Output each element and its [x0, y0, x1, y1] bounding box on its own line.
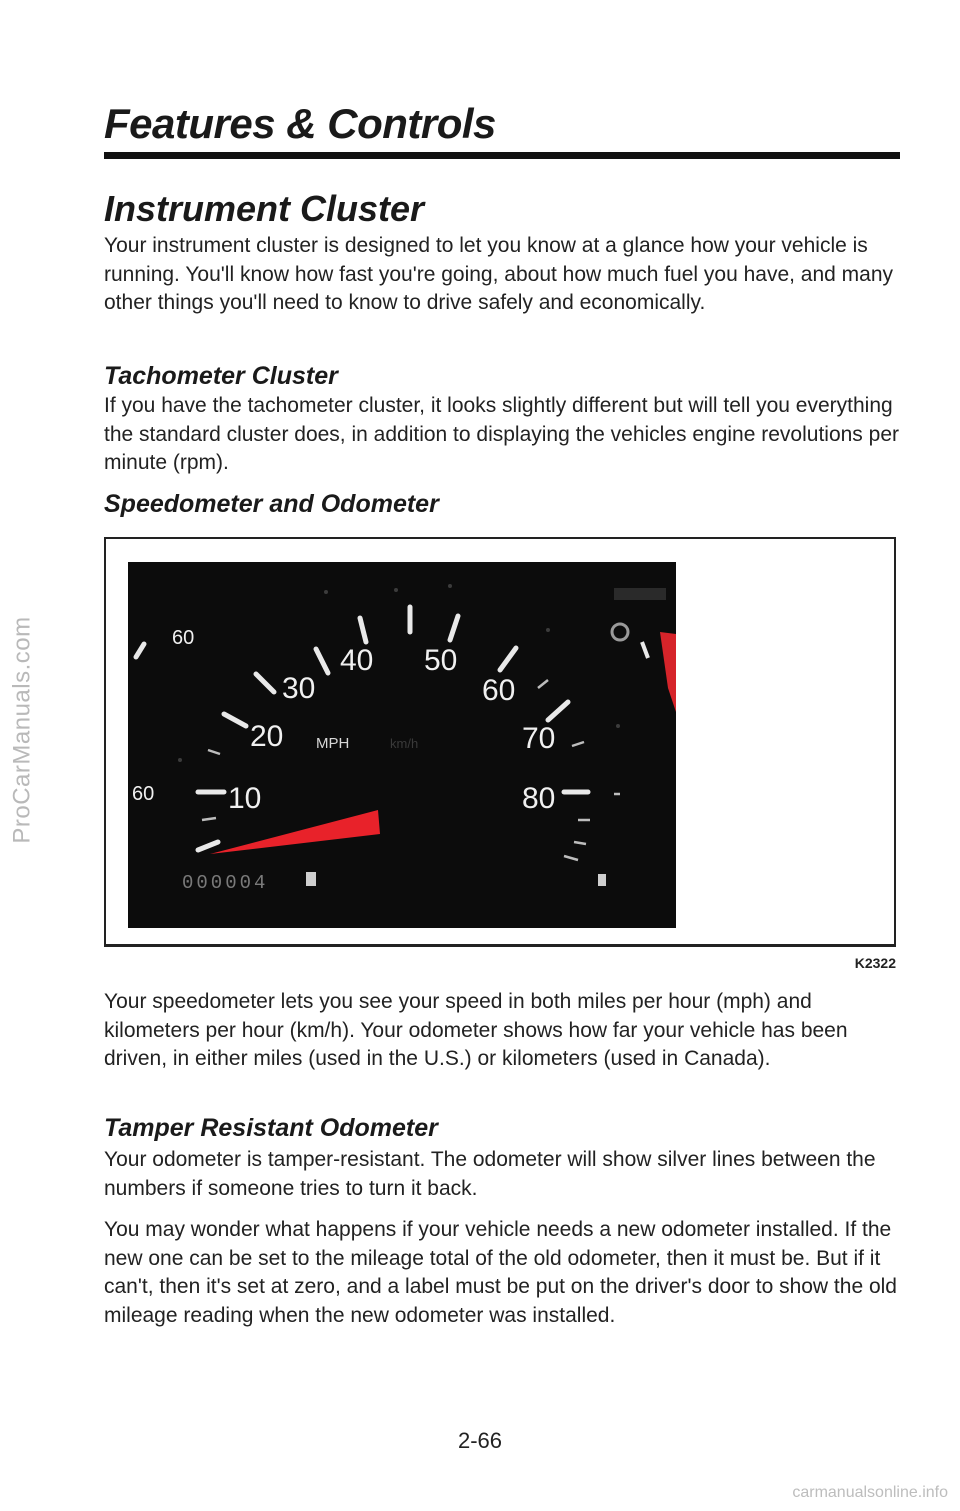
mph-label-70: 70	[522, 722, 556, 755]
odometer-readout: 000004	[182, 872, 269, 894]
mph-label-30: 30	[282, 672, 316, 705]
mph-label-80: 80	[522, 782, 556, 815]
kmh-mark	[448, 584, 452, 588]
kmh-mark	[546, 628, 550, 632]
unit-label-kmh: km/h	[390, 736, 419, 751]
watermark-text: ProCarManuals.com	[9, 616, 36, 844]
tamper-paragraph-1: Your odometer is tamper-resistant. The odometer will show silver lines between the numbers if someone tries to turn it back.	[104, 1148, 876, 1200]
kmh-mark	[616, 724, 620, 728]
watermark	[6, 540, 40, 920]
tamper-paragraph-2: You may wonder what happens if your vehicle needs a new odometer installed. If the new one can be set to the mileage total of the old odometer, then it must be. But if it can't, then it's set at zero, and a label must be put on the driver's door to show the old mileage reading when the new odometer was installed.	[104, 1218, 897, 1327]
unit-label-mph: MPH	[316, 735, 350, 752]
partial-label-left: 60	[172, 627, 195, 649]
page-header-title: Features & Controls	[104, 100, 496, 147]
mph-label-10: 10	[228, 782, 262, 815]
section-title: Instrument Cluster	[104, 188, 425, 229]
mph-label-20: 20	[250, 720, 284, 753]
mph-label-60: 60	[482, 674, 516, 707]
tamper-heading: Tamper Resistant Odometer	[104, 1114, 438, 1142]
kmh-mark	[324, 590, 328, 594]
kmh-mark	[394, 588, 398, 592]
header-rule	[104, 152, 900, 159]
speedometer-heading: Speedometer and Odometer	[104, 490, 439, 518]
page-number: 2-66	[457, 1428, 503, 1453]
footer-url: carmanualsonline.info	[792, 1484, 948, 1501]
mph-label-50: 50	[424, 644, 458, 677]
kmh-mark	[178, 758, 182, 762]
indicator-lamp	[598, 874, 606, 886]
speedometer-figure	[128, 562, 676, 928]
fuel-label	[614, 588, 666, 600]
edge-label-left: 60	[132, 783, 155, 805]
figure-code: K2322	[854, 955, 896, 971]
intro-paragraph: Your instrument cluster is designed to let you know at a glance how your vehicle is running. You'll know how fast you're going, about how much fuel you have, and many other things you'll need to know to drive safely and economically.	[104, 234, 894, 314]
tachometer-heading: Tachometer Cluster	[104, 362, 338, 390]
odometer-trip-indicator	[306, 872, 316, 886]
tachometer-paragraph: If you have the tachometer cluster, it looks slightly different but will tell you everything the standard cluster does, in addition to displaying the vehicles engine revolutions per minute (rpm).	[104, 394, 899, 474]
mph-label-40: 40	[340, 644, 374, 677]
speedometer-paragraph: Your speedometer lets you see your speed in both miles per hour (mph) and kilometers per hour (km/h). Your odometer shows how far your vehicle has been driven, in either miles (used in the U.S.) or kilometers (used in Canada).	[104, 990, 848, 1070]
